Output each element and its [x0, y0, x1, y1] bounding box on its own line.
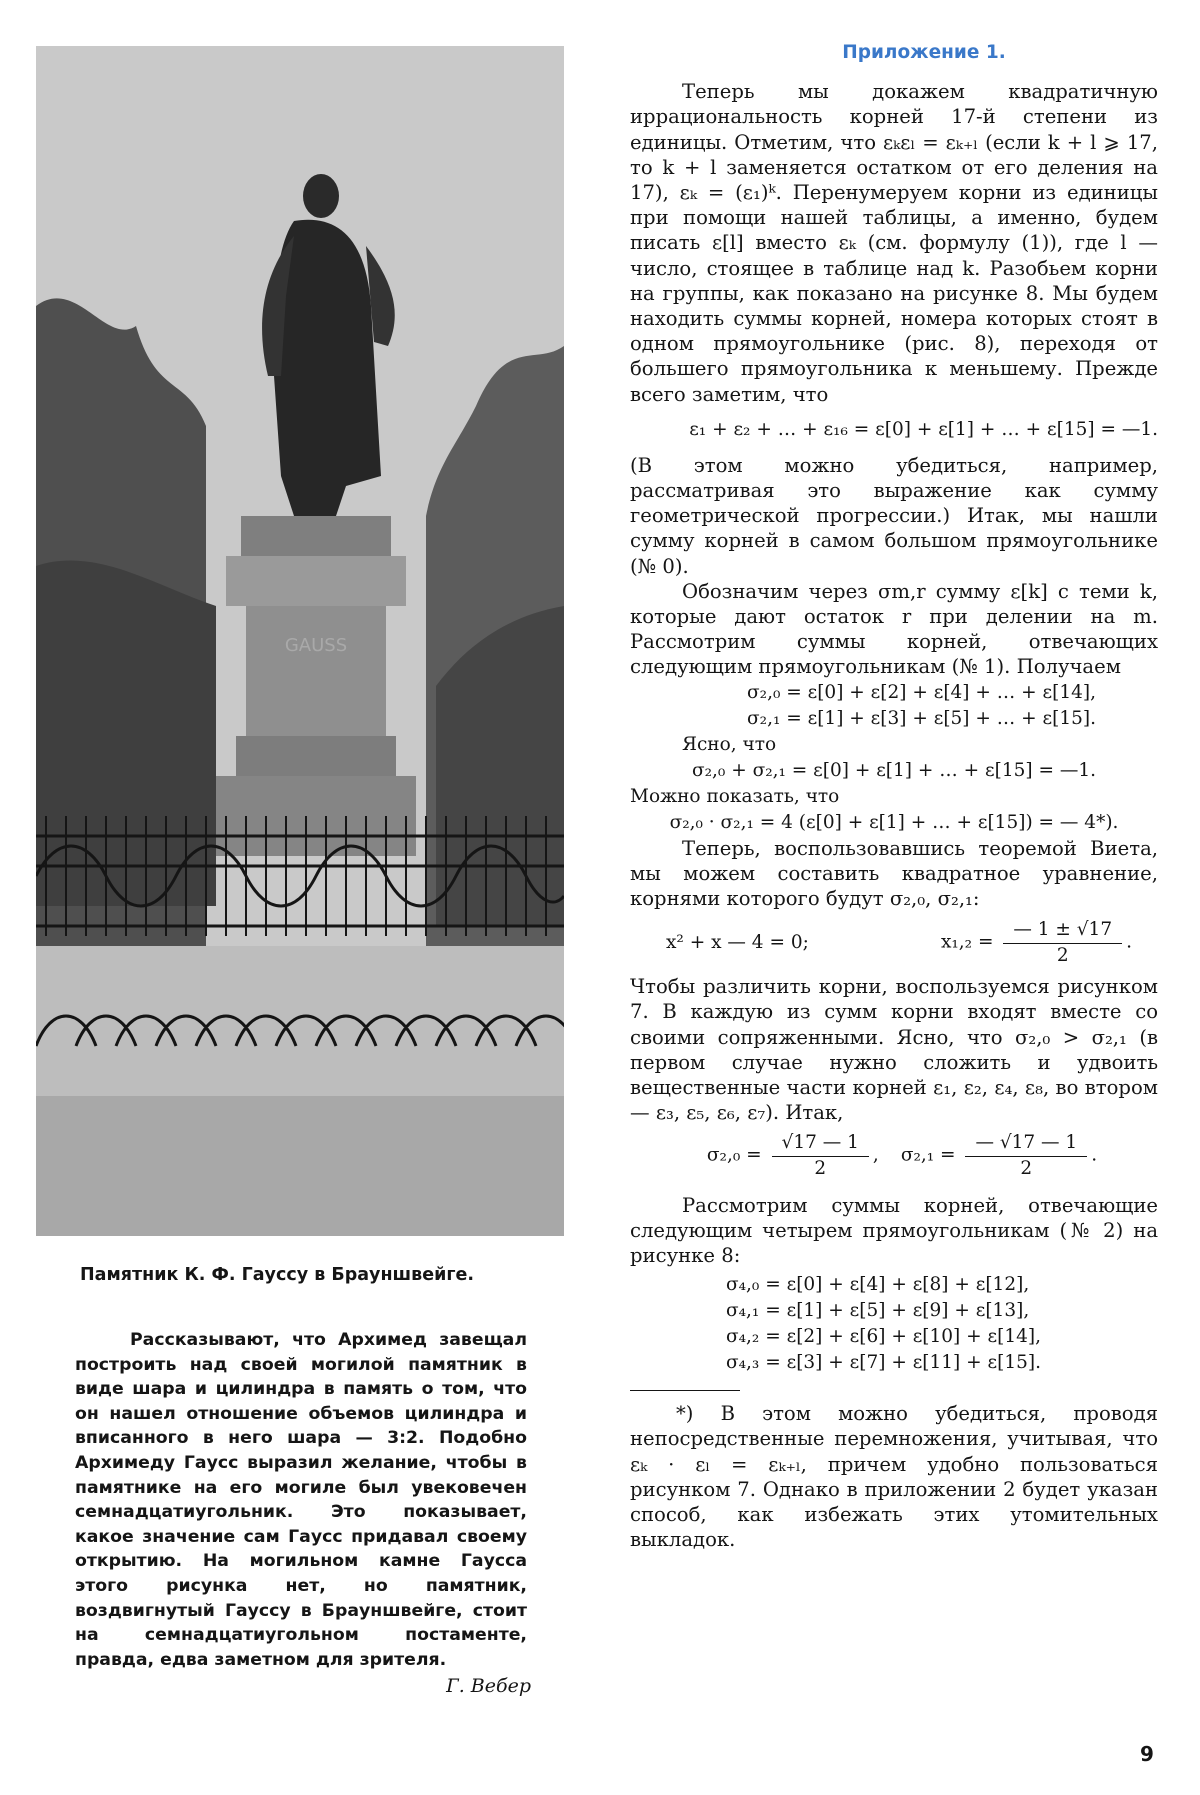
formula-sigma-values: σ₂,₀ = $\frac{√17 — 1}{2}$ , σ₂,₁ = $\frac{— √17 — 1}{2}$ . [706, 1131, 1098, 1179]
story-text: Рассказывают, что Архимед завещал построить над своей могилой памятник в виде шара и цилиндра в память о том, что он нашел отношение объемов цилиндра и вписанного в него шара — 3:2. Подобно Архимеду Гаусс выразил желание, чтобы в памятнике на его могиле был увековечен семнадцатиугольник. Это показывает, какое значение сам Гаусс придавал своему открытию. На могильном камне Гаусса этого рисунка нет, но памятник, воздвигнутый Гауссу в Брауншвейге, стоит на семнадцатиугольном постаменте, правда, едва заметном для зрителя. [75, 1330, 527, 1670]
sigma21-numerator: — √17 — 1 [965, 1130, 1087, 1157]
formula-sigma43: σ₄,₃ = ε[3] + ε[7] + ε[11] + ε[15]. [726, 1352, 1041, 1374]
formula-quadratic: x² + x — 4 = 0; [666, 931, 809, 953]
monument-photo [36, 46, 564, 1236]
text-clearly: Ясно, что [682, 733, 777, 755]
appendix-column [630, 38, 1158, 1552]
roots-denominator: 2 [1056, 945, 1069, 967]
paragraph-four-rects: Рассмотрим суммы корней, отвечающие следующим четырем прямоугольникам (№ 2) на рисунке 8: [630, 1193, 1158, 1267]
formula-quadratic-row [630, 917, 1158, 968]
appendix-heading: Приложение 1. [842, 42, 1006, 63]
footnote-divider [630, 1390, 740, 1391]
footnote-text: *) В этом можно убедиться, проводя непосредственные перемножения, учитывая, что εₖ · εₗ = εₖ₊ₗ, причем удобно пользоваться рисунком 7. Однако в приложении 2 будет указан способ, как избежать этих утомительных выкладок. [630, 1402, 1158, 1552]
formula-roots: x₁,₂ = $\frac{— 1 \pm √17}{2}$ . [940, 919, 1132, 967]
formula-sigma40: σ₄,₀ = ε[0] + ε[4] + ε[8] + ε[12], [726, 1274, 1030, 1296]
formula-sigma4-list [630, 1272, 1158, 1376]
sigma20-lhs: σ₂,₀ = [706, 1144, 762, 1165]
formula-sigma41: σ₄,₁ = ε[1] + ε[5] + ε[9] + ε[13], [726, 1300, 1030, 1322]
sigma20-denominator: 2 [814, 1157, 827, 1179]
paragraph-vieta: Теперь, воспользовавшись теоремой Виета, мы можем составить квадратное уравнение, корнями которого будут σ₂,₀, σ₂,₁: [630, 836, 1158, 911]
formula-sigma42: σ₄,₂ = ε[2] + ε[6] + ε[10] + ε[14], [726, 1326, 1041, 1348]
sigma21-denominator: 2 [1020, 1157, 1033, 1179]
photo-caption: Памятник К. Ф. Гауссу в Брауншвейге. [80, 1265, 475, 1285]
formula-sigma-20: σ₂,₀ = ε[0] + ε[2] + ε[4] + … + ε[14], [747, 681, 1096, 703]
archimedes-story [75, 1328, 531, 1699]
paragraph-intro: Теперь мы докажем квадратичную иррациональность корней 17-й степени из единицы. Отметим, что εₖεₗ = εₖ₊ₗ (если k + l ⩾ 17, то k + l заменяется остатком от его деления на 17), εₖ = (ε₁)ᵏ. Перенумеруем корни из единицы при помощи нашей таблицы, а именно, будем писать ε[l] вместо εₖ (см. формулу (1)), где l — число, стоящее в таблице над k. Разобьем корни на группы, как показано на рисунке 8. Мы будем находить суммы корней, номера которых стоят в одном прямоугольнике (рис. 8), переходя от большего прямоугольника к меньшему. Прежде всего заметим, что [630, 80, 1158, 406]
story-signature: Г. Вебер [446, 1675, 531, 1698]
footnote [630, 1401, 1158, 1552]
paragraph-sigma-def: Обозначим через σm,r сумму ε[k] с теми k, которые дают остаток r при делении на m. Рассмотрим суммы корней, отвечающих следующим прямоугольникам (№ 1). Получаем [630, 579, 1158, 679]
roots-numerator: — 1 ± √17 [1003, 917, 1122, 944]
formula-sigma-product: σ₂,₀ · σ₂,₁ = 4 (ε[0] + ε[1] + … + ε[15]) = — 4*). [669, 811, 1119, 833]
paragraph-geometric: (В этом можно убедиться, например, рассматривая это выражение как сумму геометрической прогрессии.) Итак, мы нашли сумму корней в самом большом прямоугольнике (№ 0). [630, 453, 1158, 578]
sigma21-lhs: σ₂,₁ = [900, 1144, 956, 1165]
page-number: 9 [1140, 1742, 1154, 1766]
formula-sigma-sum: σ₂,₀ + σ₂,₁ = ε[0] + ε[1] + … + ε[15] = —1. [691, 759, 1097, 781]
pedestal-inscription: GAUSS [284, 635, 348, 656]
paragraph-distinguish: Чтобы различить корни, воспользуемся рисунком 7. В каждую из сумм корни входят вместе со своими сопряженными. Ясно, что σ₂,₀ > σ₂,₁ (в первом случае нужно сложить и удвоить вещественные части корней ε₁, ε₂, ε₄, ε₈, во втором — ε₃, ε₅, ε₆, ε₇). Итак, [630, 975, 1158, 1125]
text-can-show: Можно показать, что [630, 785, 840, 807]
gauss-monument-image [36, 46, 564, 1236]
formula-sum-all: ε₁ + ε₂ + … + ε₁₆ = ε[0] + ε[1] + … + ε[15] = —1. [689, 418, 1158, 440]
sigma20-numerator: √17 — 1 [772, 1130, 869, 1157]
formula-sigma-21: σ₂,₁ = ε[1] + ε[3] + ε[5] + … + ε[15]. [747, 707, 1096, 729]
roots-lhs: x₁,₂ = [940, 931, 994, 953]
